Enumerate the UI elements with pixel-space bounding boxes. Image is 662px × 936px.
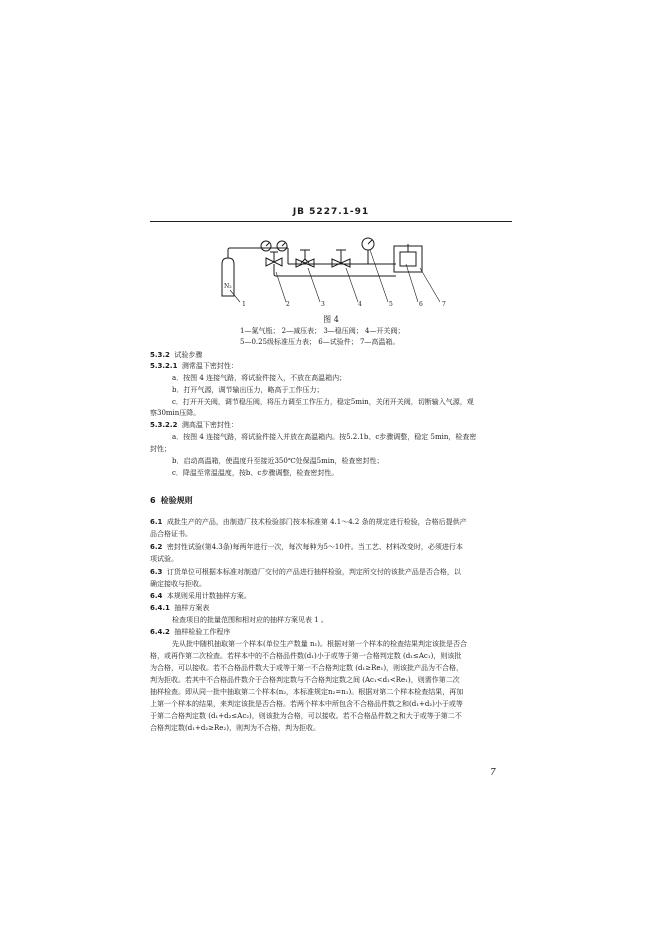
list-item: b．启动高温箱，使温度升至接近350℃处保温5min，检查密封性； [172, 457, 384, 465]
page-number: 7 [490, 768, 496, 778]
gas-label: N₂ [224, 283, 232, 290]
list-item-continuation: 封性； [150, 445, 171, 453]
list-item: c．降温至常温温度，按b、c步骤调整，检查密封性。 [172, 469, 339, 477]
list-item: b．打开气源，调节输出压力，略高于工作压力； [172, 386, 324, 394]
callout-2: 2 [286, 301, 290, 308]
paragraph: 6.1 成批生产的产品，由制造厂技术检验部门按本标准第 4.1～4.2 条的规定进行检验，合格后提供产 [150, 518, 467, 526]
paragraph-continuation: 品合格证书。 [150, 530, 192, 538]
list-item: a．按图 4 连接气路，将试验件接入并放在高温箱内。按5.2.1b、c步骤调整，稳定 5min，检查密 [172, 433, 477, 441]
subsection-heading: 5.3.2.2 测高温下密封性： [150, 421, 238, 429]
paragraph: 6.3 订货单位可根据本标准对制造厂交付的产品进行抽样检验，判定所交付的该批产品是否合格，以 [150, 568, 461, 576]
gas-circuit-diagram [200, 228, 462, 308]
chapter-heading: 6 检验规则 [150, 496, 193, 505]
paragraph: 检查项目的批量范围和相对应的抽样方案见表 1 。 [172, 616, 328, 624]
paragraph-line: 于第二合格判定数 (d₁+d₂≤Ac₂)，则该批为合格，可以接收。若不合格品件数之和大于或等于第二不 [150, 712, 462, 720]
paragraph-continuation: 确定接收与拒收。 [150, 580, 206, 588]
callout-3: 3 [321, 301, 325, 308]
oven-icon [394, 244, 422, 272]
paragraph: 6.2 密封性试验(第4.3条)每两年进行一次，每次每种为5～10件。当工艺、材料改变时，必须进行本 [150, 543, 463, 551]
callout-4: 4 [358, 301, 362, 308]
list-item: c．打开开关阀，调节稳压阀，将压力调至工作压力，稳定5min，关闭开关阀，切断输入气源，观 [172, 398, 474, 406]
pressure-reducer-icon [261, 241, 287, 266]
paragraph-line: 为合格，可以接收。若不合格品件数大于或等于第一不合格判定数 (d₁≥Re₁)，则该批产品为不合格， [150, 664, 464, 672]
subsection-heading: 6.4.2 抽样检验工作程序 [150, 628, 231, 636]
list-item: a．按图 4 连接气路，将试验件接入，不放在高温箱内； [172, 374, 347, 382]
paragraph-line: 判为拒收。若其中不合格品件数介于合格判定数与不合格判定数之间 (Ac₁<d₁<Re₁)，则需作第二次 [150, 676, 460, 684]
paragraph-continuation: 项试验。 [150, 555, 178, 563]
paragraph-line: 先从批中随机抽取第一个样本(单位生产数量 n₁)。根据对第一个样本的检查结果判定该批是否合 [172, 640, 468, 648]
figure-legend-line: 5—0.25级标准压力表； 6—试验件； 7—高温箱。 [240, 338, 400, 346]
pressure-gauge-icon [362, 238, 374, 264]
callout-7: 7 [442, 301, 446, 308]
pipeline [228, 248, 260, 252]
section-heading: 5.3.2 试验步骤 [150, 351, 203, 359]
paragraph-line: 上第一个样本的结果，来判定该批是否合格。若两个样本中所包含不合格品件数之和(d₁+d₂)小于或等 [150, 700, 463, 708]
subsection-heading: 6.4.1 抽样方案表 [150, 604, 210, 612]
callout-5: 5 [389, 301, 393, 308]
list-item-continuation: 察30min压降。 [150, 409, 201, 417]
figure-title: 图 4 [323, 315, 339, 324]
callout-1: 1 [242, 301, 246, 308]
paragraph-line: 抽样检查。即从同一批中抽取第二个样本(n₂，本标准规定n₂=n₁)。根据对第二个样本检查结果，再加 [150, 688, 464, 696]
callout-6: 6 [419, 301, 423, 308]
paragraph: 6.4 本规则采用计数抽样方案。 [150, 592, 251, 600]
paragraph-line: 合格判定数(d₁+d₂≥Re₂)，则判为不合格，判为拒收。 [150, 724, 320, 732]
figure-legend-line: 1—氮气瓶； 2—减压表； 3—稳压阀； 4—开关阀； [240, 327, 405, 335]
header-rule [150, 221, 512, 222]
subsection-heading: 5.3.2.1 测常温下密封性： [150, 362, 238, 370]
standard-number-header: JB 5227.1-91 [292, 207, 370, 217]
paragraph-line: 格，或再作第二次检查。若样本中的不合格品件数(d₁)小于或等于第一合格判定数 (d₁≤Ac₁)，则该批 [150, 652, 462, 660]
